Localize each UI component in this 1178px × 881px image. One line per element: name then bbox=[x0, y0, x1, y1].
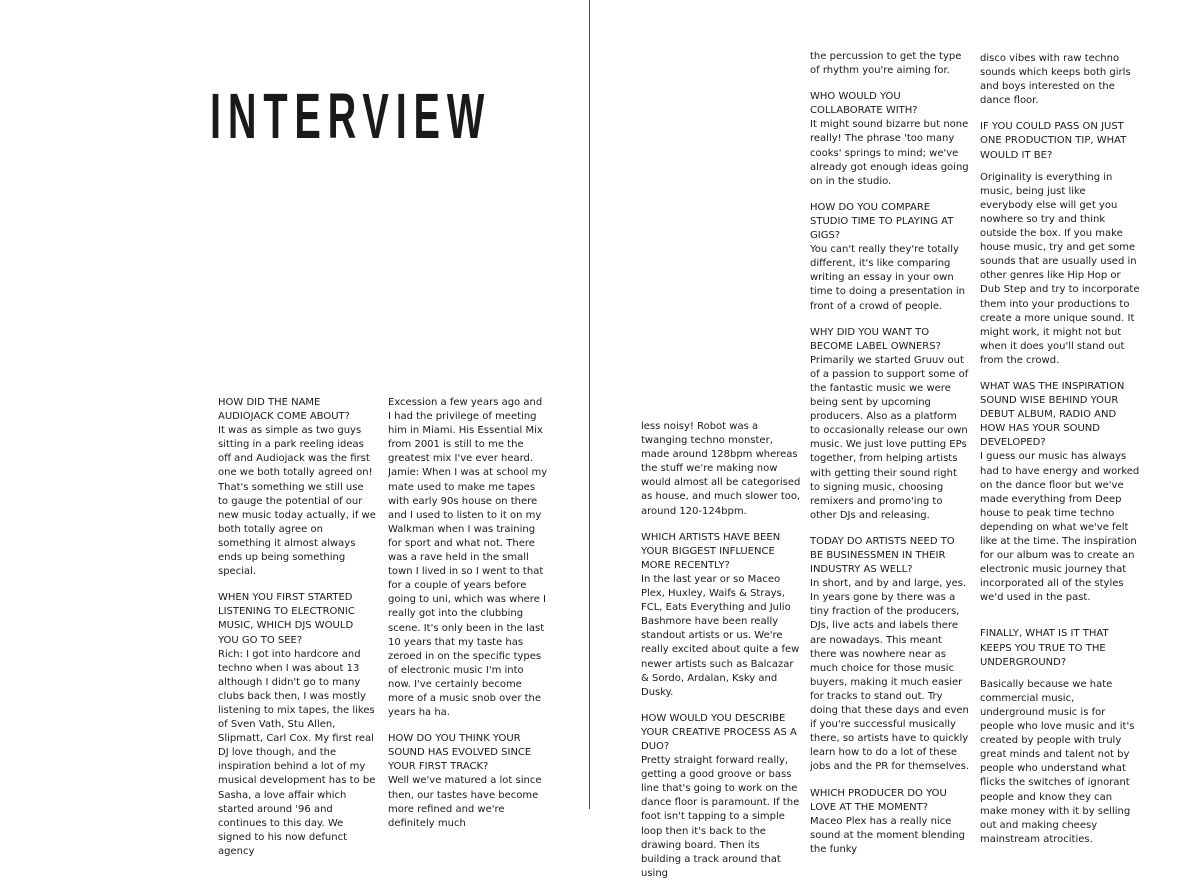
question-heading: WHAT WAS THE INSPIRATION SOUND WISE BEHIND YOUR DEBUT ALBUM, RADIO AND HOW HAS YOUR SOUND DEVELOPED? bbox=[980, 380, 1125, 449]
question-heading: WHICH PRODUCER DO YOU LOVE AT THE MOMENT? bbox=[810, 787, 947, 813]
continued-text: the percussion to get the type of rhythm you're aiming for. bbox=[810, 51, 962, 77]
question-heading: HOW DO YOU THINK YOUR SOUND HAS EVOLVED SINCE YOUR FIRST TRACK? bbox=[388, 733, 532, 773]
article-column-4 bbox=[810, 50, 970, 857]
article-column-2 bbox=[388, 396, 548, 831]
page-title: INTERVIEW bbox=[210, 80, 492, 152]
answer-text: It might sound bizarre but none really! The phrase 'too many cooks' springs to mind; we've already got enough ideas going on in the studio. bbox=[810, 119, 969, 187]
answer-text: Primarily we started Gruuv out of a passion to support some of the fantastic music we were being sent by upcoming producers. Also as a platform to occasionally release our own music. We just love putting EPs together, from helping artists with getting their sound right to signing music, choosing remixers and promo'ing to other DJs and releasing. bbox=[810, 354, 969, 521]
answer-text: Well we've matured a lot since then, our tastes have become more refined and we're definitely much bbox=[388, 775, 542, 829]
question-heading: HOW WOULD YOU DESCRIBE YOUR CREATIVE PROCESS AS A DUO? bbox=[641, 712, 797, 752]
continued-text: Excession a few years ago and I had the privilege of meeting him in Miami. His Essential Mix from 2001 is still to me the greatest mix I've ever heard. bbox=[388, 397, 543, 465]
answer-text: Basically because we hate commercial music, underground music is for people who love music and it's created by people with truly great minds and talent not by people who understand what flicks the switches of ignorant people and know they can make money with it by selling out and making cheesy mainstream atrocities. bbox=[980, 678, 1135, 845]
answer-text: Pretty straight forward really, getting a good groove or bass line that's going to work on the dance floor is paramount. If the foot isn't tapping to a simple loop then it's back to the drawing board. Then its building a track around that using bbox=[641, 755, 800, 879]
continued-text: disco vibes with raw techno sounds which keeps both girls and boys interested on the dance floor. bbox=[980, 53, 1131, 107]
answer-text: I guess our music has always had to have energy and worked on the dance floor but we've made everything from Deep house to peak time techno depending on what we've felt like at the time. The inspiration for our album was to create an electronic music journey that incorporated all of the styles we'd used in the past. bbox=[980, 451, 1140, 604]
answer-text: You can't really they're totally different, it's like comparing writing an essay in your own time to doing a presentation in front of a crowd of people. bbox=[810, 244, 965, 312]
answer-text: Rich: I got into hardcore and techno when I was about 13 although I didn't go to many clubs back then, I was mostly listening to mix tapes, the likes of Sven Vath, Stu Allen, Slipmatt, Carl Cox. My first real DJ love though, and the inspiration behind a lot of my musical development has to be Sasha, a love affair which started around '96 and continues to this day. We signed to his now defunct agency bbox=[218, 648, 376, 857]
question-heading: WHO WOULD YOU COLLABORATE WITH? bbox=[810, 91, 918, 117]
answer-text: Originality is everything in music, being just like everybody else will get you nowhere so try and think outside the box. If you make house music, try and get some sounds that are usually used in other genres like Hip Hop or Dub Step and try to incorporate them into your productions to create a more unique sound. It might work, it might not but when it does you'll stand out from the crowd. bbox=[980, 171, 1140, 366]
article-column-5 bbox=[980, 52, 1140, 847]
question-heading: HOW DID THE NAME AUDIOJACK COME ABOUT? bbox=[218, 397, 350, 423]
question-heading: TODAY DO ARTISTS NEED TO BE BUSINESSMEN IN THEIR INDUSTRY AS WELL? bbox=[810, 535, 955, 576]
answer-text: In short, and by and large, yes. In years gone by there was a tiny fraction of the producers, DJs, live acts and labels there are nowadays. This meant there was nowhere near as much choice for those music buyers, making it much easier for tracks to stand out. Try doing that these days and even if you're successful musically there, so artists have to quickly learn how to do a lot of these jobs and the PR for themselves. bbox=[810, 578, 970, 773]
answer-text: In the last year or so Maceo Plex, Huxley, Waifs & Strays, FCL, Eats Everything and Julio Bashmore have been really standout artists or us. We're really excited about quite a few newer artists such as Balcazar & Sordo, Ardalan, Ksky and Dusky. bbox=[641, 573, 800, 698]
continued-text: less noisy! Robot was a twanging techno monster, made around 128bpm whereas the stuff we're making now would almost all be categorised as house, and much slower too, around 120-124bpm. bbox=[641, 421, 801, 517]
answer-text: Jamie: When I was at school my mate used to make me tapes with early 90s house on there and I used to listen to it on my Walkman when I was training for sport and what not. There was a rave held in the small town I lived in so I went to that for a couple of years before going to uni, which was where I really got into the clubbing scene. It's only been in the last 10 years that my taste has zeroed in on the specific types of electronic music I'm into now. I've certainly become more of a music snob over the years ha ha. bbox=[388, 467, 548, 719]
question-heading: HOW DO YOU COMPARE STUDIO TIME TO PLAYING AT GIGS? bbox=[810, 201, 954, 242]
question-heading: FINALLY, WHAT IS IT THAT KEEPS YOU TRUE TO THE UNDERGROUND? bbox=[980, 628, 1109, 668]
question-heading: IF YOU COULD PASS ON JUST ONE PRODUCTION TIP, WHAT WOULD IT BE? bbox=[980, 121, 1127, 161]
question-heading: WHICH ARTISTS HAVE BEEN YOUR BIGGEST INFLUENCE MORE RECENTLY? bbox=[641, 531, 781, 571]
question-heading: WHY DID YOU WANT TO BECOME LABEL OWNERS? bbox=[810, 326, 941, 352]
article-column-1 bbox=[218, 396, 376, 859]
question-heading: WHEN YOU FIRST STARTED LISTENING TO ELECTRONIC MUSIC, WHICH DJS WOULD YOU GO TO SEE? bbox=[218, 592, 355, 646]
answer-text: It was as simple as two guys sitting in a park reeling ideas off and Audiojack was the first one we both totally agreed on! That's something we still use to gauge the potential of our new music today actually, if we both totally agree on something it almost always ends up being something special. bbox=[218, 425, 376, 578]
article-column-3 bbox=[641, 420, 801, 881]
answer-text: Maceo Plex has a really nice sound at the moment blending the funky bbox=[810, 815, 965, 855]
page-spread-divider bbox=[589, 0, 590, 809]
